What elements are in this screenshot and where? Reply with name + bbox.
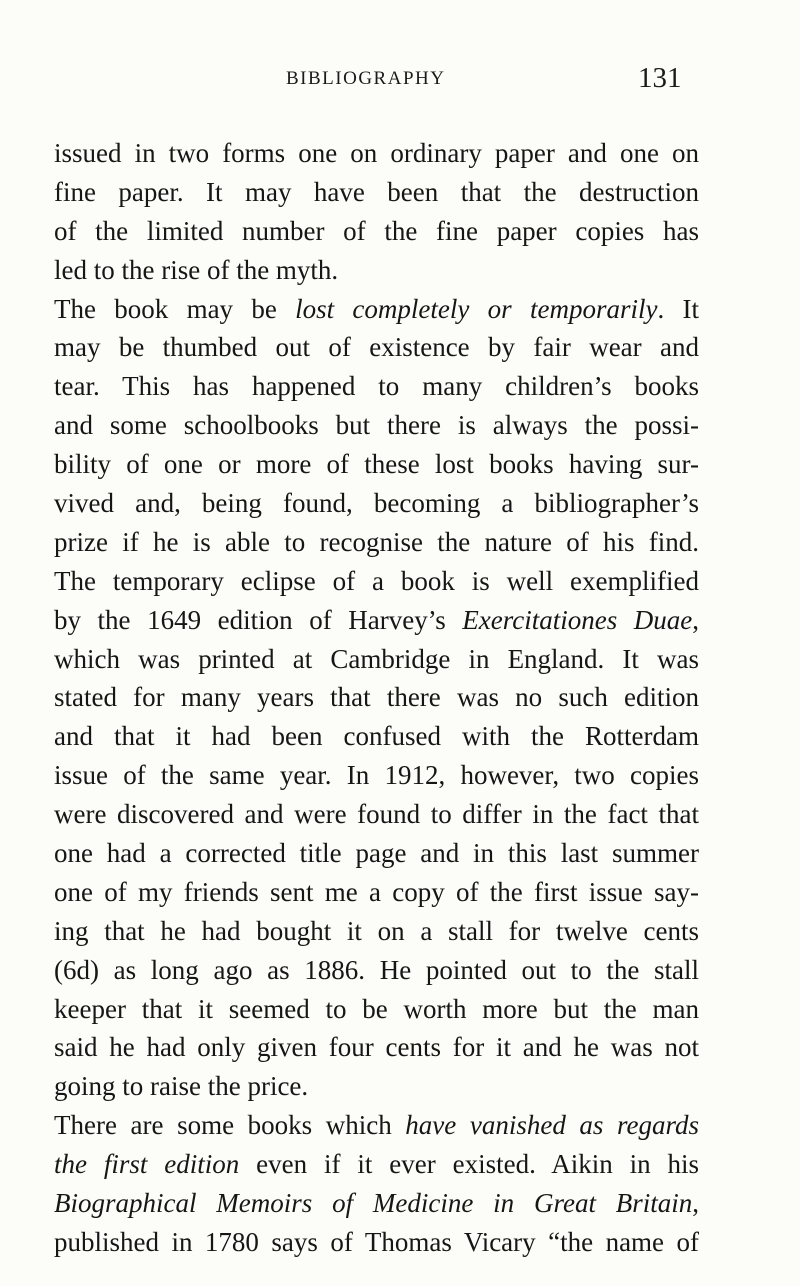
text-segment: published in 1780 says of Thomas Vicary “the name of [54, 1226, 699, 1257]
text-segment: The book may be [54, 293, 296, 324]
text-segment: , [692, 1188, 699, 1219]
body-text [54, 134, 699, 1262]
text-segment: going to raise the price. [54, 1071, 309, 1102]
text-line [54, 523, 699, 562]
text-segment: and some schoolbooks but there is always the possi- [54, 410, 699, 441]
text-line [54, 134, 699, 173]
text-segment: issued in two forms one on ordinary paper and one on [54, 138, 699, 168]
page-number: 131 [638, 62, 682, 94]
italic-text-segment: Biographical Memoirs of Medicine in Great Britain [54, 1188, 693, 1219]
text-segment: There are some books which [54, 1110, 406, 1141]
text-segment: tear. This has happened to many children’s books [54, 371, 699, 402]
text-segment: ing that he had bought it on a stall for twelve cents [54, 915, 699, 946]
text-segment: may be thumbed out of existence by fair wear and [54, 332, 699, 363]
text-segment: fine paper. It may have been that the destruction [54, 176, 699, 207]
text-segment: (6d) as long ago as 1886. He pointed out to the stall [54, 954, 699, 985]
text-line [54, 212, 699, 251]
text-segment: . It [657, 293, 699, 324]
text-segment: led to the rise of the myth. [54, 254, 339, 285]
text-line [54, 1028, 699, 1067]
text-segment: even if it ever existed. Aikin in his [239, 1149, 699, 1180]
text-segment: one had a corrected title page and in this last summer [54, 838, 699, 869]
text-line [54, 1145, 699, 1184]
text-line [54, 484, 699, 523]
text-line [54, 951, 699, 990]
text-segment: issue of the same year. In 1912, however, two copies [54, 760, 699, 791]
text-segment: prize if he is able to recognise the nature of his find. [54, 526, 699, 557]
text-segment: , [692, 604, 699, 635]
text-segment: by the 1649 edition of Harvey’s [54, 604, 463, 635]
text-line [54, 834, 699, 873]
text-line [54, 173, 699, 212]
text-line [54, 640, 699, 679]
italic-text-segment: Exercitationes Duae [462, 604, 693, 635]
text-line [54, 328, 699, 367]
text-line [54, 990, 699, 1029]
text-segment: which was printed at Cambridge in England. It was [54, 643, 699, 674]
text-line [54, 562, 699, 601]
running-head [0, 62, 800, 102]
text-segment: bility of one or more of these lost books having sur- [54, 449, 699, 480]
text-line [54, 1106, 699, 1145]
text-segment: of the limited number of the fine paper copies has [54, 215, 699, 246]
italic-text-segment: have vanished as regards [405, 1110, 699, 1141]
running-title: BIBLIOGRAPHY [286, 68, 446, 89]
text-line [54, 445, 699, 484]
text-line [54, 678, 699, 717]
italic-text-segment: lost completely or temporarily [295, 293, 658, 324]
text-segment: one of my friends sent me a copy of the first issue say- [54, 876, 699, 907]
text-segment: were discovered and were found to differ in the fact that [54, 799, 699, 830]
text-line [54, 406, 699, 445]
text-segment: and that it had been confused with the Rotterdam [54, 721, 699, 752]
text-line [54, 873, 699, 912]
text-segment: said he had only given four cents for it and he was not [54, 1032, 699, 1063]
text-line [54, 795, 699, 834]
text-segment: vived and, being found, becoming a bibliographer’s [54, 488, 699, 519]
text-line [54, 1184, 699, 1223]
text-line [54, 1067, 699, 1106]
text-line [54, 717, 699, 756]
text-line [54, 912, 699, 951]
text-line [54, 1223, 699, 1262]
text-segment: stated for many years that there was no such edition [54, 682, 699, 713]
text-segment: The temporary eclipse of a book is well exemplified [54, 565, 699, 596]
text-line [54, 601, 699, 640]
text-line [54, 251, 699, 290]
text-segment: keeper that it seemed to be worth more but the man [54, 993, 699, 1024]
text-line [54, 756, 699, 795]
text-line [54, 367, 699, 406]
italic-text-segment: the first edition [54, 1149, 240, 1180]
text-line [54, 290, 699, 329]
